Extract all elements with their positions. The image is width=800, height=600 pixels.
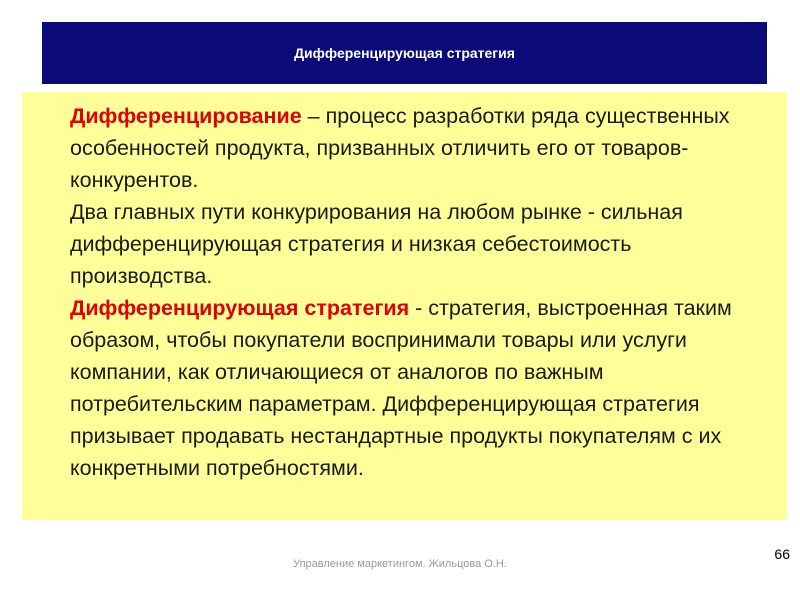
content-box <box>22 92 787 520</box>
title-bar <box>42 22 767 84</box>
paragraph-strategy <box>70 292 777 484</box>
paragraph-definition <box>70 100 777 196</box>
paragraph-two-paths <box>70 196 777 292</box>
footer-author: Управление маркетингом. Жильцова О.Н. <box>293 558 507 570</box>
paragraph-definition-text: – процесс разработки ряда существенных особенностей продукта, призванных отличить его от товаров-конкурентов. <box>70 104 730 192</box>
term-differentiation: Дифференцирование <box>70 104 302 128</box>
page-number: 66 <box>774 546 790 562</box>
term-differentiating-strategy: Дифференцирующая стратегия <box>70 296 410 320</box>
paragraph-two-paths-text: Два главных пути конкурирования на любом рынке - сильная дифференцирующая стратегия и низкая себестоимость производства. <box>70 200 683 288</box>
slide-title: Дифференцирующая стратегия <box>294 45 515 61</box>
paragraph-strategy-text: - стратегия, выстроенная таким образом, чтобы покупатели воспринимали товары или услуги компании, как отличающиеся от аналогов по важным потребительским параметрам. Дифференцирующая стратегия призывает продавать нестандартные продукты покупателям с их конкретными потребностями. <box>70 296 732 480</box>
